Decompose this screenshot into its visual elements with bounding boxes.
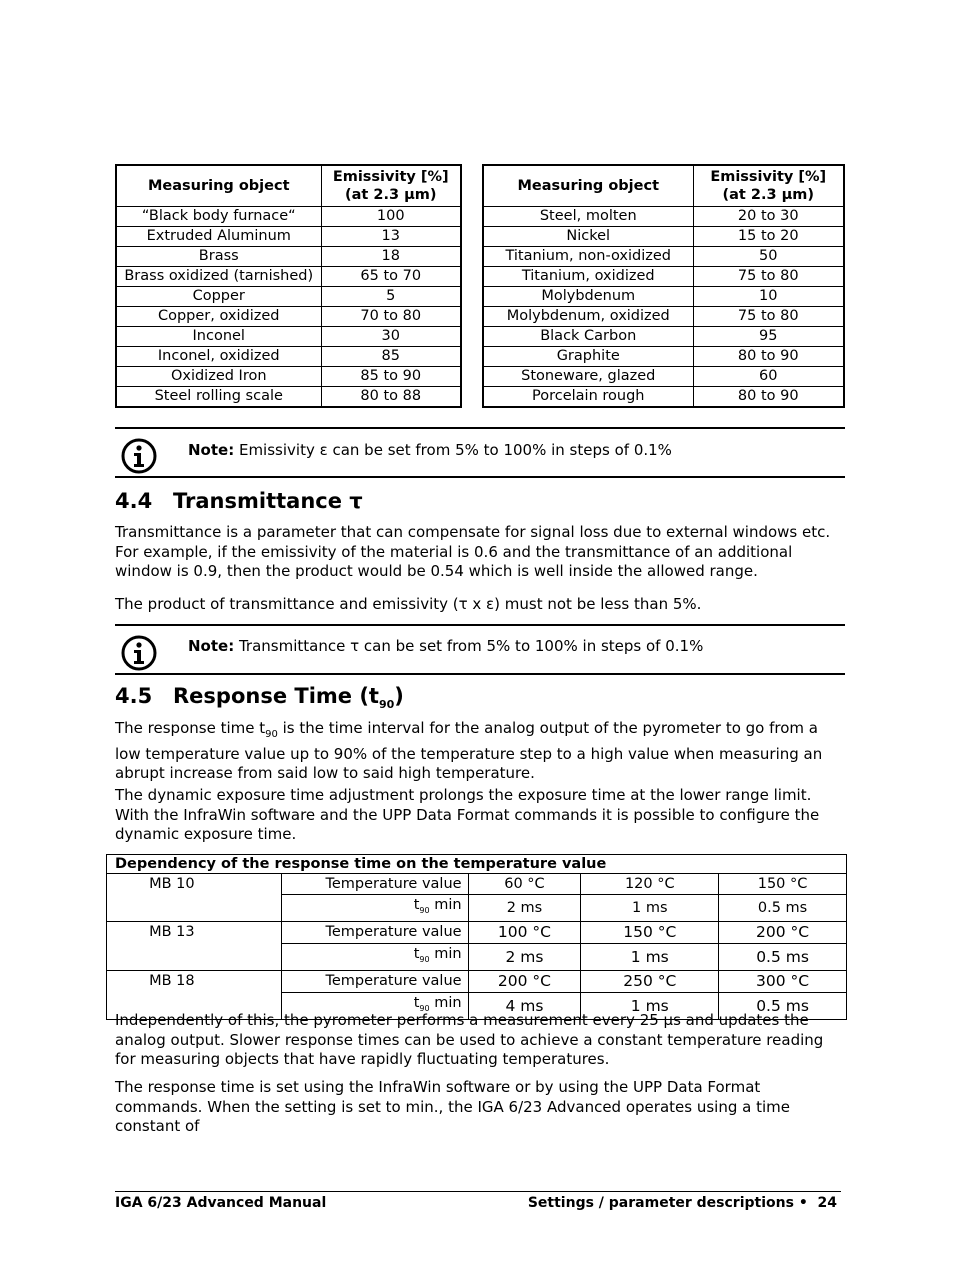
paragraph: The dynamic exposure time adjustment prolongs the exposure time at the lower range limit. With the InfraWin software and the UPP Data Format commands it is possible to configure the dynamic exposure time. — [115, 786, 820, 843]
table-row: Nickel 15 to 20 — [483, 226, 844, 246]
table-row: Black Carbon 95 — [483, 326, 844, 346]
table-row: Graphite 80 to 90 — [483, 346, 844, 366]
table-row: Stoneware, glazed 60 — [483, 366, 844, 386]
paragraph: The response time $t_{90}$ is the time interval for the analog output of the pyrometer to go from a low temperature value up to 90% of the temperature step to a high value when measuring an abrupt increase from said low to said high temperature. — [115, 719, 823, 782]
note-emissivity — [115, 427, 845, 478]
note-text: Note: Emissivity ε can be set from 5% to 100% in steps of 0.1% — [188, 441, 672, 459]
response-time-table: Dependency of the response time on the temperature value MB 10 Temperature value 60 °C 120 °C 150 °C $t_{90}$ min 2 ms 1 ms 0.5 ms MB 13 Temperature value 100 °C 150 °C 200 °C $t_{90}$ min 2 ms 1 ms 0.5 ms MB 18 Temperature value 200 °C 250 °C 300 °C $t_{90}$ min 4 ms 1 ms 0.5 ms — [106, 854, 847, 1020]
header-emissivity: Emissivity [%] (at 2.3 µm) — [693, 165, 844, 206]
paragraph: Independently of this, the pyrometer performs a measurement every 25 µs and updates the analog output. Slower response times can be used to achieve a constant temperature reading for measuring objects that have rapidly fluctuating temperatures. — [115, 1011, 824, 1068]
table-row: Molybdenum, oxidized 75 to 80 — [483, 306, 844, 326]
footer-manual-title: IGA 6/23 Advanced Manual — [115, 1195, 327, 1211]
table-row: Steel rolling scale 80 to 88 — [116, 386, 461, 407]
header-emissivity: Emissivity [%] (at 2.3 µm) — [321, 165, 461, 206]
header-measuring-object: Measuring object — [116, 165, 321, 206]
page-footer — [115, 1191, 841, 1211]
section-heading-4-4: 4.4 Transmittance τ — [115, 489, 363, 513]
info-icon — [120, 634, 158, 672]
row-label: $t_{90}$ min — [281, 895, 468, 922]
note-transmittance — [115, 624, 845, 675]
paragraph: The response time is set using the InfraWin software or by using the UPP Data Format commands. When the setting is set to min., the IGA 6/23 Advanced operates using a time constant of — [115, 1078, 790, 1135]
row-label: Temperature value — [281, 874, 468, 895]
table-row: Copper, oxidized 70 to 80 — [116, 306, 461, 326]
table-caption: Dependency of the response time on the temperature value — [107, 855, 847, 874]
table-row: Steel, molten 20 to 30 — [483, 206, 844, 226]
section-heading-4-5: 4.5 Response Time $(t_{90})$ — [115, 684, 404, 712]
table-row: Extruded Aluminum 13 — [116, 226, 461, 246]
table-row: Copper 5 — [116, 286, 461, 306]
table-row: Brass 18 — [116, 246, 461, 266]
table-row: Molybdenum 10 — [483, 286, 844, 306]
table-row: Inconel, oxidized 85 — [116, 346, 461, 366]
table-row: Titanium, non-oxidized 50 — [483, 246, 844, 266]
table-row: Porcelain rough 80 to 90 — [483, 386, 844, 407]
paragraph: Transmittance is a parameter that can compensate for signal loss due to external windows etc. For example, if the emissivity of the material is 0.6 and the transmittance of an additional window is 0.9, then the product would be 0.54 which is well inside the allowed range. — [115, 523, 831, 580]
table-row: Inconel 30 — [116, 326, 461, 346]
table-row: Oxidized Iron 85 to 90 — [116, 366, 461, 386]
row-label: $t_{90}$ min — [281, 943, 468, 970]
model-label: MB 18 — [107, 970, 282, 1019]
info-icon — [120, 437, 158, 475]
row-label: Temperature value — [281, 921, 468, 943]
table-row: Titanium, oxidized 75 to 80 — [483, 266, 844, 286]
table-row: “Black body furnace“ 100 — [116, 206, 461, 226]
paragraph: The product of transmittance and emissivity (τ x ε) must not be less than 5%. — [115, 595, 702, 613]
note-text: Note: Transmittance τ can be set from 5% to 100% in steps of 0.1% — [188, 637, 704, 655]
footer-section-page: Settings / parameter descriptions • 24 — [527, 1195, 837, 1211]
row-label: Temperature value — [281, 970, 468, 992]
model-label: MB 10 — [107, 874, 282, 922]
table-row: Brass oxidized (tarnished) 65 to 70 — [116, 266, 461, 286]
emissivity-table-right — [482, 164, 845, 408]
row-label: $t_{90}$ min — [281, 992, 468, 1019]
header-measuring-object: Measuring object — [483, 165, 693, 206]
emissivity-table-left — [115, 164, 462, 408]
model-label: MB 13 — [107, 921, 282, 970]
